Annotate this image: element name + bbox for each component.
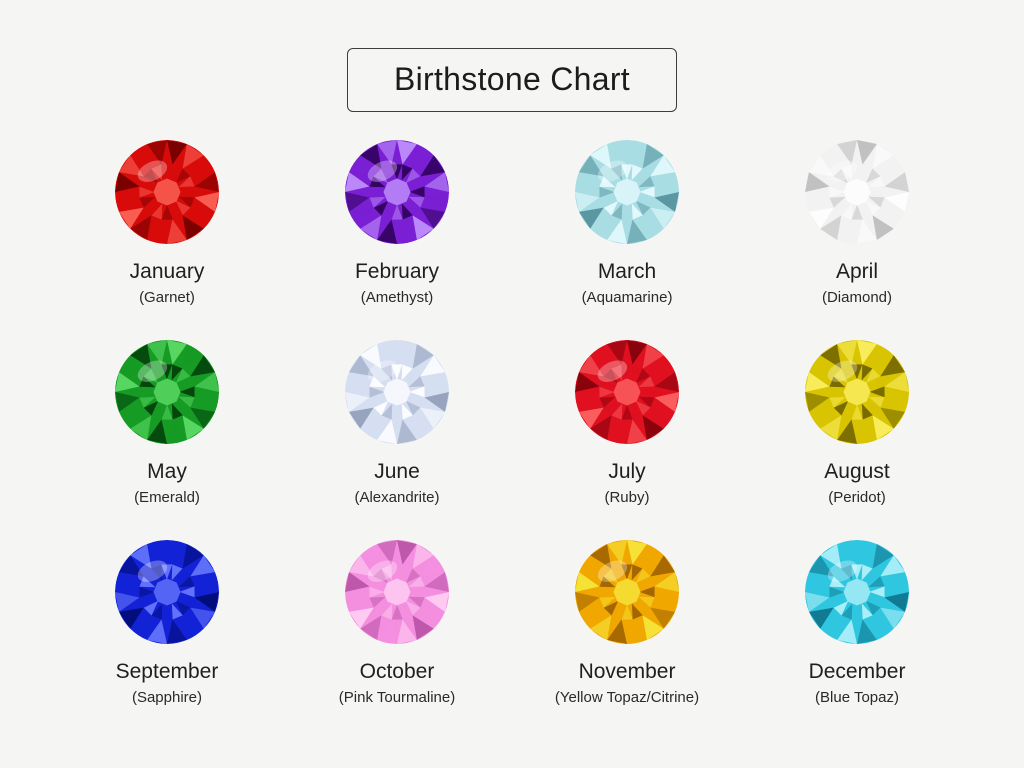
- gemstone-icon: [575, 140, 679, 244]
- gemstone-icon: [345, 340, 449, 444]
- month-label: April: [835, 260, 878, 283]
- gemstone-icon: [575, 340, 679, 444]
- birthstone-cell: [742, 140, 972, 340]
- birthstone-grid: [52, 140, 972, 740]
- birthstone-cell: [512, 340, 742, 540]
- stone-label: (Garnet): [139, 289, 195, 307]
- stone-label: (Blue Topaz): [815, 689, 899, 707]
- birthstone-cell: [52, 540, 282, 740]
- month-label: July: [608, 460, 646, 483]
- month-label: March: [597, 260, 657, 283]
- gemstone-icon: [345, 140, 449, 244]
- gemstone-icon: [115, 540, 219, 644]
- birthstone-cell: [282, 540, 512, 740]
- stone-label: (Pink Tourmaline): [338, 689, 456, 707]
- stone-label: (Peridot): [828, 489, 886, 507]
- birthstone-cell: [282, 140, 512, 340]
- gemstone-icon: [115, 140, 219, 244]
- gemstone-icon: [575, 540, 679, 644]
- stone-label: (Emerald): [134, 489, 200, 507]
- month-label: May: [147, 460, 187, 483]
- stone-label: (Amethyst): [360, 289, 434, 307]
- stone-label: (Sapphire): [131, 689, 203, 707]
- birthstone-cell: [52, 140, 282, 340]
- birthstone-cell: [282, 340, 512, 540]
- stone-label: (Aquamarine): [581, 289, 673, 307]
- month-label: August: [824, 460, 890, 483]
- birthstone-cell: [512, 140, 742, 340]
- stone-label: (Diamond): [821, 289, 893, 307]
- gemstone-icon: [805, 140, 909, 244]
- month-label: October: [359, 660, 435, 683]
- stone-label: (Alexandrite): [354, 489, 440, 507]
- page-title-box: [347, 48, 677, 112]
- month-label: January: [129, 260, 205, 283]
- month-label: September: [115, 660, 219, 683]
- page-title-container: [0, 48, 1024, 112]
- month-label: December: [808, 660, 906, 683]
- stone-label: (Yellow Topaz/Citrine): [554, 689, 700, 707]
- month-label: June: [374, 460, 420, 483]
- gemstone-icon: [345, 540, 449, 644]
- birthstone-cell: [742, 340, 972, 540]
- birthstone-cell: [52, 340, 282, 540]
- gemstone-icon: [115, 340, 219, 444]
- month-label: February: [354, 260, 440, 283]
- birthstone-cell: [742, 540, 972, 740]
- month-label: November: [578, 660, 676, 683]
- page-title: Birthstone Chart: [393, 61, 631, 97]
- gemstone-icon: [805, 340, 909, 444]
- stone-label: (Ruby): [604, 489, 650, 507]
- birthstone-cell: [512, 540, 742, 740]
- gemstone-icon: [805, 540, 909, 644]
